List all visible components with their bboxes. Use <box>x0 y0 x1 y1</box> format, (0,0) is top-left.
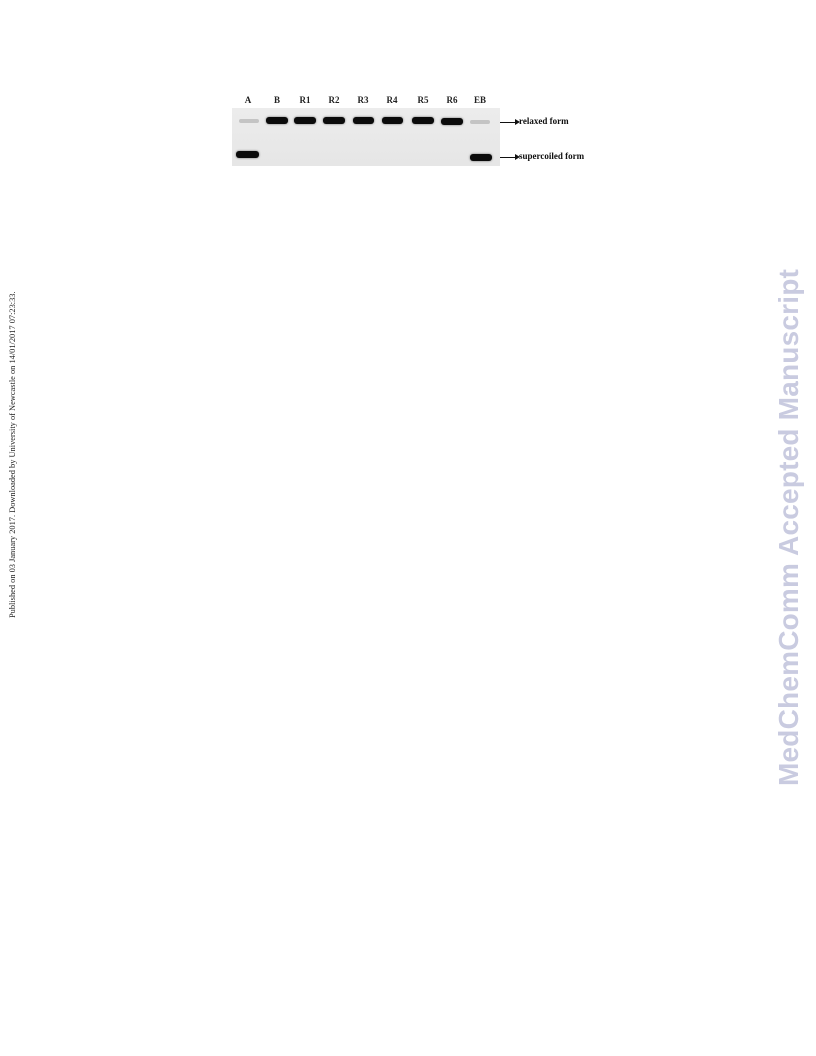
gel-electrophoresis-figure <box>228 90 598 172</box>
band-b-relaxed <box>266 117 288 124</box>
relaxed-form-label: relaxed form <box>519 116 569 126</box>
lane-label-eb: EB <box>473 95 486 105</box>
lane-label-r5: R5 <box>417 95 429 105</box>
band-r5-relaxed <box>412 117 434 124</box>
band-r6-relaxed <box>441 118 463 125</box>
publication-note: Published on 03 January 2017. Downloaded by University of Newcastle on 14/01/2017 07:23:33. <box>8 291 17 618</box>
band-a-supercoiled <box>236 151 259 158</box>
band-r3-relaxed <box>353 117 374 124</box>
supercoiled-form-label: supercoiled form <box>519 151 585 161</box>
lane-label-r4: R4 <box>386 95 398 105</box>
band-a-relaxed <box>239 119 259 123</box>
band-eb-supercoiled <box>470 154 492 161</box>
gel-image <box>232 108 500 166</box>
lane-label-r2: R2 <box>328 95 340 105</box>
lane-label-r6: R6 <box>446 95 458 105</box>
band-r2-relaxed <box>323 117 345 124</box>
band-r1-relaxed <box>294 117 316 124</box>
lane-label-r1: R1 <box>299 95 311 105</box>
supercoiled-form-arrow <box>500 157 516 158</box>
band-eb-relaxed <box>470 120 490 124</box>
lane-labels <box>228 94 500 106</box>
lane-label-b: B <box>273 95 280 105</box>
band-r4-relaxed <box>382 117 403 124</box>
relaxed-form-arrow <box>500 122 516 123</box>
lane-label-r3: R3 <box>357 95 369 105</box>
accepted-manuscript-watermark: MedChemComm Accepted Manuscript <box>773 268 804 786</box>
lane-label-a: A <box>244 95 252 105</box>
